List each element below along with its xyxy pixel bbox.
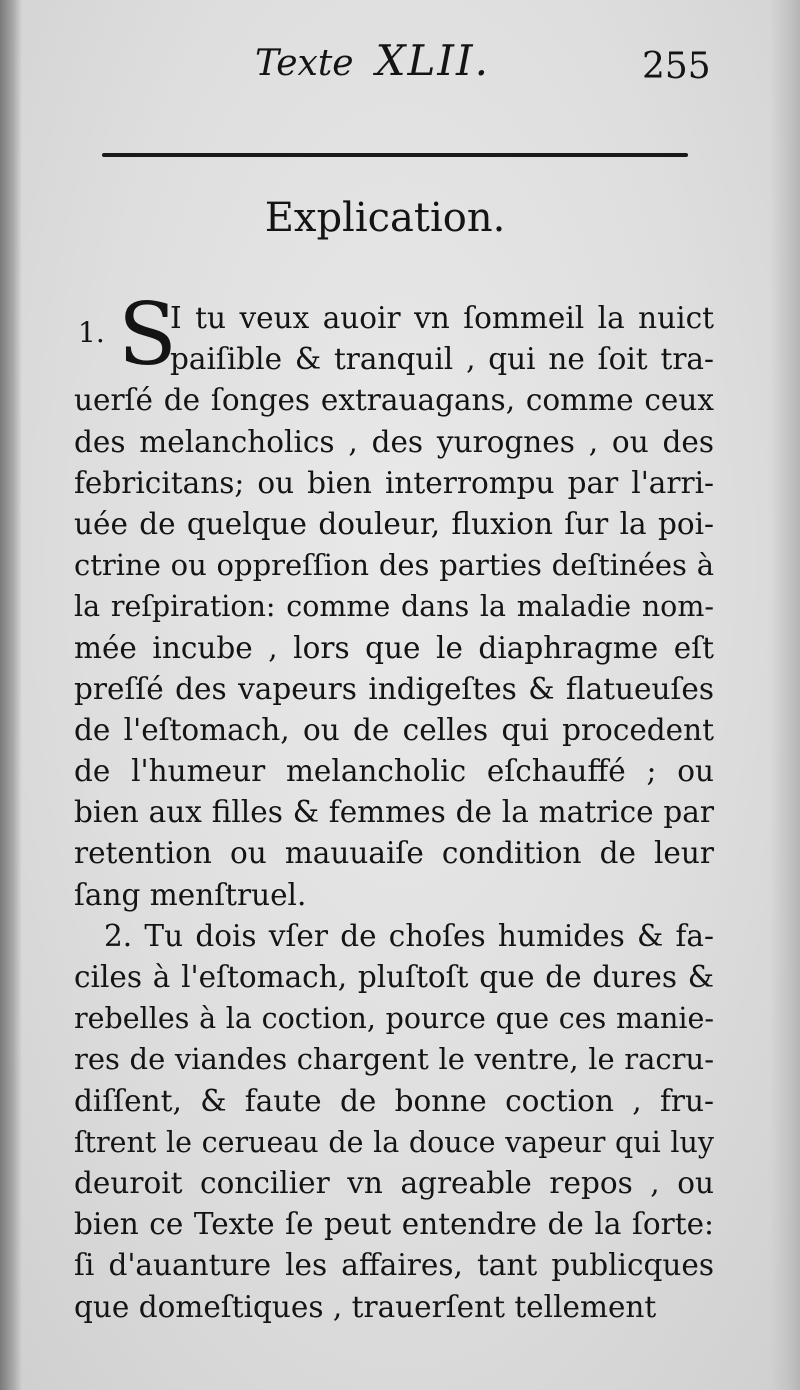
text-line: ctrine ou oppreſſion des parties deſtinées à	[74, 548, 714, 583]
text-line: diſſent, & faute de bonne coction , fru-	[74, 1083, 714, 1118]
header-rule	[102, 153, 688, 157]
text-line: bien ce Texte ſe peut entendre de la ſorte:	[74, 1207, 714, 1242]
running-header-word: Texte	[255, 43, 354, 84]
text-line: ſtrent le cerueau de la douce vapeur qui luy	[74, 1125, 714, 1159]
text-line: paiſible & tranquil , qui ne ſoit tra-	[170, 342, 714, 377]
paragraph-2	[74, 916, 714, 1328]
text-line: febricitans; ou bien interrompu par l'arri-	[74, 465, 714, 500]
text-line: rebelles à la coction, pource que ces manie-	[74, 1002, 714, 1036]
text-line: des melancholics , des yurognes , ou des	[74, 424, 714, 459]
text-line: ſi d'auanture les affaires, tant publicques	[74, 1248, 714, 1283]
body-text	[74, 285, 714, 1328]
paragraph-1-marker: 1.	[78, 316, 105, 349]
page-number: 255	[642, 46, 711, 87]
text-line: la reſpiration: comme dans la maladie nom-	[74, 590, 714, 624]
section-title: Explication.	[264, 195, 506, 241]
text-line: I tu veux auoir vn ſommeil la nuict	[170, 301, 714, 335]
text-line: de l'eſtomach, ou de celles qui procedent	[74, 712, 714, 747]
text-line: 2. Tu dois vſer de choſes humides & fa-	[104, 918, 714, 953]
text-line: deuroit concilier vn agreable repos , ou	[74, 1165, 714, 1200]
drop-cap: S	[118, 285, 177, 385]
text-line: mée incube , lors que le diaphragme eſt	[74, 630, 714, 665]
text-line: retention ou mauuaiſe condition de leur	[74, 836, 714, 871]
running-header	[255, 36, 545, 85]
text-line: ciles à l'eſtomach, pluſtoſt que de dures &	[74, 960, 714, 994]
text-line: uerſé de ſonges extrauagans, comme ceux	[74, 383, 714, 418]
text-line: bien aux filles & femmes de la matrice par	[74, 795, 714, 830]
page-edge-shadow	[770, 0, 800, 1390]
text-line: ſang menſtruel.	[74, 877, 307, 912]
text-line: res de viandes chargent le ventre, le racru-	[74, 1042, 714, 1077]
text-line: uée de quelque douleur, fluxion ſur la poi-	[74, 506, 714, 541]
text-line: preſſé des vapeurs indigeſtes & flatueuſes	[74, 671, 714, 706]
text-line: que domeſtiques , trauerſent tellement	[74, 1289, 657, 1324]
text-line: de l'humeur melancholic eſchauffé ; ou	[74, 754, 714, 789]
paragraph-1	[74, 285, 714, 916]
running-header-numeral: XLII.	[375, 36, 490, 85]
